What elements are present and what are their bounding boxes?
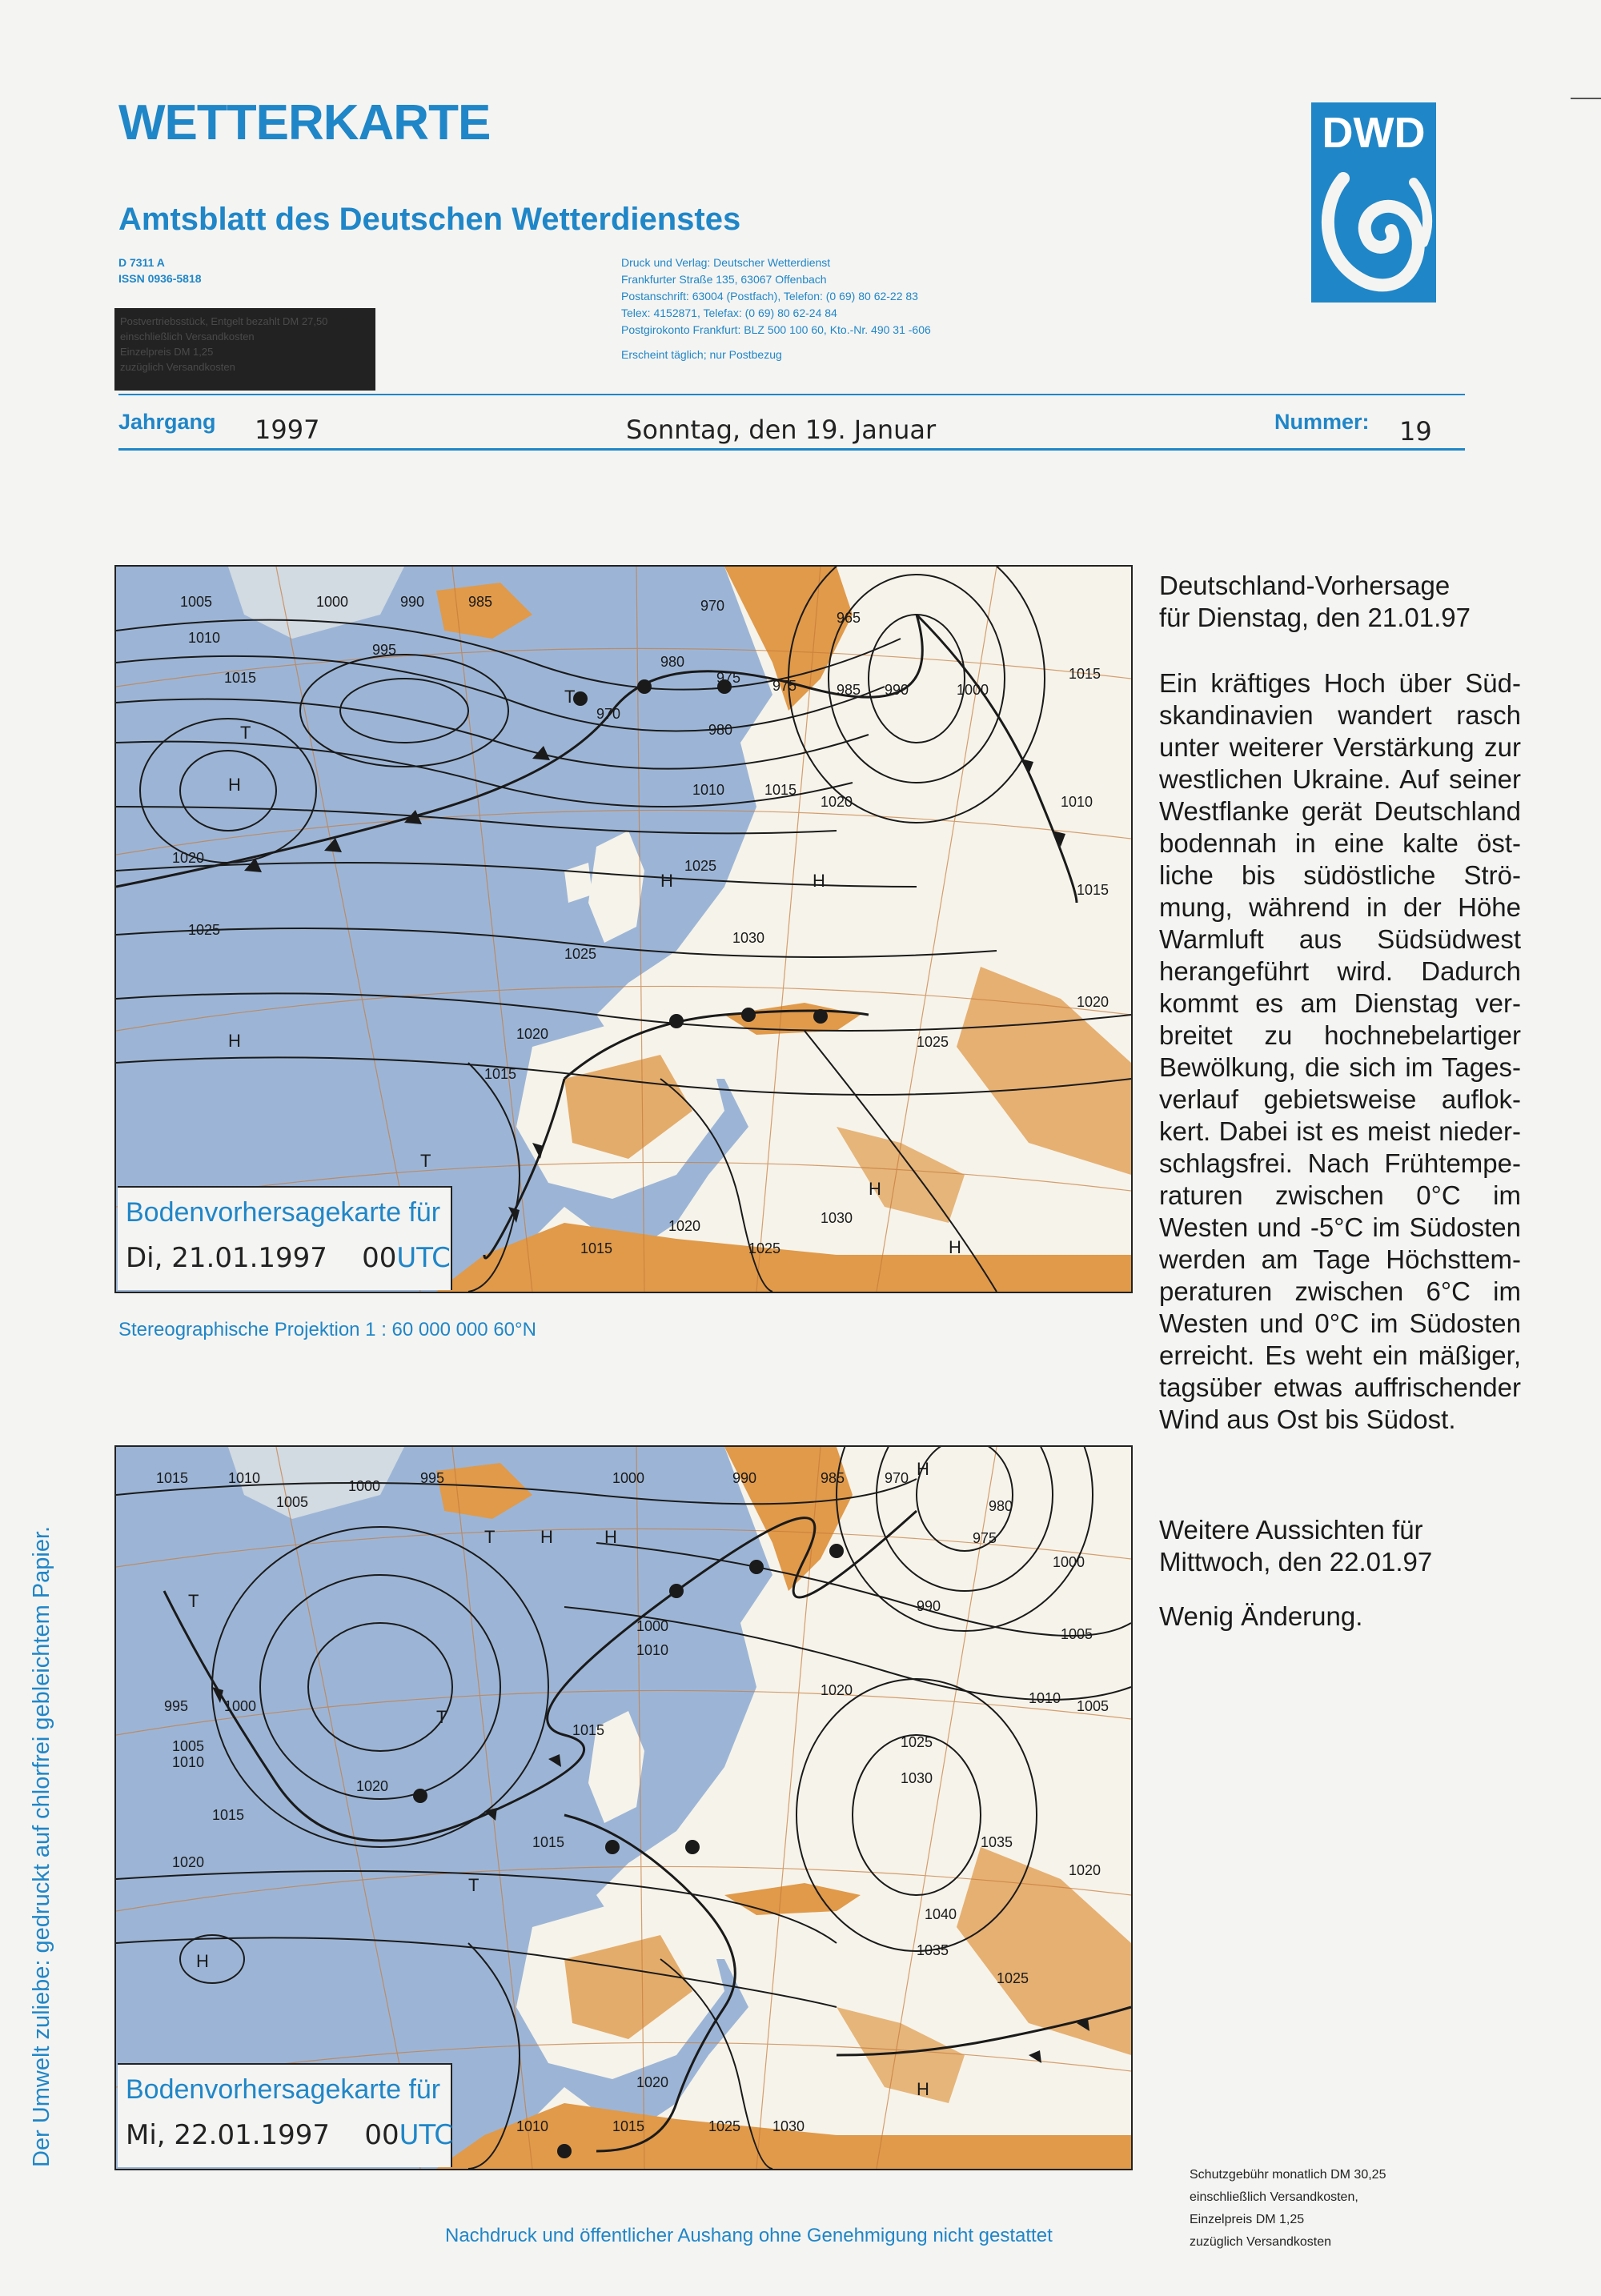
isobar-label: 980 — [708, 722, 733, 738]
isobar-label: 1020 — [821, 1682, 853, 1698]
isobar-label: 1025 — [917, 1034, 949, 1050]
isobar-label: 1015 — [572, 1722, 605, 1738]
isobar-label: 1000 — [636, 1618, 669, 1634]
isobar-label: 990 — [400, 594, 425, 610]
isobar-label: 1020 — [668, 1218, 701, 1234]
isobar-label: 1005 — [1061, 1626, 1093, 1642]
isobar-label: 1020 — [1077, 994, 1109, 1010]
isobar-label: 995 — [420, 1470, 445, 1486]
pressure-center-symbol: H — [228, 775, 241, 795]
isobar-label: 980 — [660, 654, 685, 670]
isobar-label: 1010 — [1061, 794, 1093, 810]
isobar-label: 1025 — [188, 922, 221, 938]
isobar-label: 1015 — [580, 1240, 613, 1256]
isobar-label: 975 — [716, 670, 741, 686]
fee-line: Einzelpreis DM 1,25 — [1190, 2213, 1305, 2226]
map1-utc: UTC — [396, 1242, 451, 1274]
isobar-label: 1010 — [692, 782, 725, 798]
isobar-label: 990 — [732, 1470, 757, 1486]
isobar-label: 1010 — [516, 2118, 549, 2134]
fee-line: Schutzgebühr monatlich DM 30,25 — [1190, 2168, 1386, 2182]
pressure-center-symbol: H — [196, 1951, 209, 1971]
isobar-label: 1020 — [1069, 1862, 1101, 1878]
isobar-label: 1000 — [316, 594, 349, 610]
isobar-label: 985 — [468, 594, 493, 610]
pressure-center-symbol: H — [917, 2079, 929, 2099]
forecast-map-tuesday — [114, 565, 1133, 1293]
isobar-label: 1000 — [348, 1478, 381, 1494]
isobar-label: 1010 — [228, 1470, 261, 1486]
page-title: WETTERKARTE — [118, 95, 491, 150]
isobar-label: 1005 — [172, 1738, 205, 1754]
isobar-label: 1015 — [156, 1470, 189, 1486]
map2-utc: UTC — [399, 2119, 453, 2151]
pressure-center-symbol: T — [564, 687, 576, 707]
map2-caption-title: Bodenvorhersagekarte für — [126, 2074, 441, 2105]
forecast-text — [1159, 570, 1521, 1436]
isobar-label: 1030 — [821, 1210, 853, 1226]
issue-date: Sonntag, den 19. Januar — [626, 415, 937, 445]
isobar-label: 985 — [837, 682, 861, 698]
isobar-label: 985 — [821, 1470, 845, 1486]
pressure-center-symbol: H — [869, 1179, 881, 1199]
logo-text: DWD — [1322, 109, 1426, 157]
map1-caption — [118, 1186, 452, 1290]
isobar-label: 1015 — [484, 1066, 517, 1082]
isobar-label: 1015 — [532, 1834, 565, 1850]
isobar-label: 1020 — [172, 1854, 205, 1870]
outlook-heading-line: Weitere Aussichten für — [1159, 1515, 1423, 1545]
isobar-label: 970 — [885, 1470, 909, 1486]
isobar-label: 1020 — [636, 2074, 669, 2090]
isobar-label: 1030 — [732, 930, 765, 946]
pressure-center-symbol: T — [188, 1591, 199, 1611]
isobar-label: 970 — [596, 706, 621, 722]
isobar-label: 1020 — [821, 794, 853, 810]
isobar-label: 1015 — [212, 1807, 245, 1823]
map2-date: Mi, 22.01.1997 — [126, 2119, 331, 2151]
isobar-label: 1025 — [901, 1734, 933, 1750]
forecast-heading-line: Deutschland-Vorhersage — [1159, 571, 1451, 600]
subtitle: Amtsblatt des Deutschen Wetterdienstes — [118, 202, 741, 237]
map1-caption-title: Bodenvorhersagekarte für — [126, 1197, 441, 1228]
publisher-line: Frankfurter Straße 135, 63067 Offenbach — [621, 273, 827, 286]
pressure-center-symbol: T — [484, 1527, 496, 1547]
redacted-line: einschließlich Versandkosten — [120, 331, 255, 343]
map1-caption-date — [126, 1242, 451, 1274]
fee-info — [1190, 2164, 1386, 2254]
nummer-value: 19 — [1399, 416, 1432, 447]
publisher-line: Postgirokonto Frankfurt: BLZ 500 100 60, Kto.-Nr. 490 31 -606 — [621, 323, 931, 336]
edge-mark — [1571, 98, 1601, 99]
forecast-heading — [1159, 570, 1521, 634]
isobar-label: 1015 — [764, 782, 797, 798]
postal-id: D 7311 A — [118, 256, 165, 269]
isobar-label: 975 — [973, 1530, 997, 1546]
jahrgang-value: 1997 — [255, 415, 320, 445]
isobar-label: 1010 — [636, 1642, 669, 1658]
isobar-label: 1030 — [772, 2118, 805, 2134]
pressure-center-symbol: T — [468, 1875, 479, 1895]
pressure-center-symbol: H — [228, 1031, 241, 1051]
map2-svg — [116, 1447, 1131, 2169]
reprint-notice: Nachdruck und öffentlicher Aushang ohne Genehmigung nicht gestattet — [445, 2225, 1053, 2246]
forecast-body: Ein kräftiges Hoch über Südskandinavien wandert rasch unter weiterer Verstärkung zur westlichen Ukraine. Auf seiner Westflanke gerät Deutschland bodennah in eine kalte östliche bis südöstliche Strömung, während in der Höhe Warmluft aus Südsüdwest herangeführt wird. Dadurch kommt es am Dienstag verbreitet zu hochnebelartiger Bewölkung, die sich im Tagesverlauf gebietsweise auflokkert. Dabei ist es meist niederschlagsfrei. Nach Frühtemperaturen zwischen 0°C im Westen und -5°C im Südosten werden am Tage Höchsttemperaturen zwischen 6°C im Westen und 0°C im Südosten erreicht. Es weht ein mäßiger, tagsüber etwas auffrischender Wind aus Ost bis Südost. — [1159, 668, 1521, 1434]
isobar-label: 1030 — [901, 1770, 933, 1786]
isobar-label: 1020 — [516, 1026, 549, 1042]
outlook — [1159, 1514, 1521, 1633]
isobar-label: 995 — [164, 1698, 189, 1714]
publisher-line: Druck und Verlag: Deutscher Wetterdienst — [621, 256, 831, 269]
redacted-line: zuzüglich Versandkosten — [120, 361, 235, 373]
isobar-label: 1025 — [564, 946, 597, 962]
isobar-label: 980 — [989, 1498, 1013, 1514]
pressure-center-symbol: H — [949, 1237, 961, 1257]
isobar-label: 1015 — [1069, 666, 1101, 682]
isobar-label: 1015 — [612, 2118, 645, 2134]
nummer-label: Nummer: — [1274, 410, 1370, 434]
dwd-logo-icon — [1311, 102, 1436, 303]
fee-line: einschließlich Versandkosten, — [1190, 2190, 1358, 2204]
isobar-label: 1000 — [957, 682, 989, 698]
isobar-label: 1025 — [708, 2118, 741, 2134]
isobar-label: 990 — [885, 682, 909, 698]
isobar-label: 1015 — [1077, 882, 1109, 898]
pressure-center-symbol: T — [420, 1151, 431, 1171]
isobar-label: 1035 — [981, 1834, 1013, 1850]
redacted-line: Postvertriebsstück, Entgelt bezahlt DM 27,50 — [120, 315, 328, 327]
pressure-center-symbol: H — [917, 1459, 929, 1479]
header-rule — [118, 394, 1465, 395]
map1-date: Di, 21.01.1997 — [126, 1242, 327, 1274]
isobar-label: 995 — [372, 642, 397, 658]
pressure-center-symbol: T — [240, 723, 251, 743]
isobar-label: 1005 — [180, 594, 213, 610]
isobar-label: 1025 — [997, 1970, 1029, 1986]
map1-hour: 00 — [362, 1242, 397, 1274]
isobar-label: 970 — [700, 598, 725, 614]
projection-note: Stereographische Projektion 1 : 60 000 000 60°N — [118, 1319, 536, 1340]
publisher-info — [621, 254, 931, 363]
map1-svg — [116, 567, 1131, 1292]
pressure-center-symbol: H — [813, 871, 825, 891]
map2-caption-date — [126, 2119, 453, 2151]
isobar-label: 1035 — [917, 1942, 949, 1958]
recycled-paper-note: Der Umwelt zuliebe: gedruckt auf chlorfrei gebleichtem Papier. — [29, 1525, 54, 2167]
isobar-label: 1005 — [1077, 1698, 1109, 1714]
fee-line: zuzüglich Versandkosten — [1190, 2235, 1331, 2249]
map2-hour: 00 — [364, 2119, 399, 2151]
isobar-label: 990 — [917, 1598, 941, 1614]
publication-ids — [118, 254, 202, 286]
isobar-label: 975 — [772, 678, 797, 694]
forecast-heading-line: für Dienstag, den 21.01.97 — [1159, 603, 1471, 632]
isobar-label: 1005 — [276, 1494, 309, 1510]
map2-caption — [118, 2063, 452, 2167]
publisher-line: Postanschrift: 63004 (Postfach), Telefon: (0 69) 80 62-22 83 — [621, 290, 918, 303]
isobar-label: 1010 — [1029, 1690, 1061, 1706]
outlook-heading-line: Mittwoch, den 22.01.97 — [1159, 1547, 1433, 1577]
redacted-text — [120, 314, 373, 375]
issn: ISSN 0936-5818 — [118, 272, 202, 285]
isobar-label: 1015 — [224, 670, 257, 686]
isobar-label: 1040 — [925, 1906, 957, 1922]
isobar-label: 965 — [837, 610, 861, 626]
pressure-center-symbol: H — [604, 1527, 617, 1547]
isobar-label: 1025 — [748, 1240, 781, 1256]
isobar-label: 1010 — [188, 630, 221, 646]
outlook-body: Wenig Änderung. — [1159, 1601, 1363, 1631]
jahrgang-label: Jahrgang — [118, 410, 216, 434]
isobar-label: 1000 — [612, 1470, 645, 1486]
isobar-label: 1020 — [356, 1778, 389, 1794]
isobar-label: 1020 — [172, 850, 205, 866]
pressure-center-symbol: H — [660, 871, 673, 891]
redacted-line: Einzelpreis DM 1,25 — [120, 346, 214, 358]
pressure-center-symbol: T — [436, 1707, 447, 1727]
isobar-label: 1000 — [224, 1698, 257, 1714]
isobar-label: 1025 — [684, 858, 717, 874]
publication-frequency: Erscheint täglich; nur Postbezug — [621, 348, 782, 361]
isobar-label: 1010 — [172, 1754, 205, 1770]
header-rule — [118, 448, 1465, 451]
forecast-map-wednesday — [114, 1445, 1133, 2170]
pressure-center-symbol: H — [540, 1527, 553, 1547]
isobar-label: 1000 — [1053, 1554, 1085, 1570]
publisher-line: Telex: 4152871, Telefax: (0 69) 80 62-24 84 — [621, 307, 837, 319]
